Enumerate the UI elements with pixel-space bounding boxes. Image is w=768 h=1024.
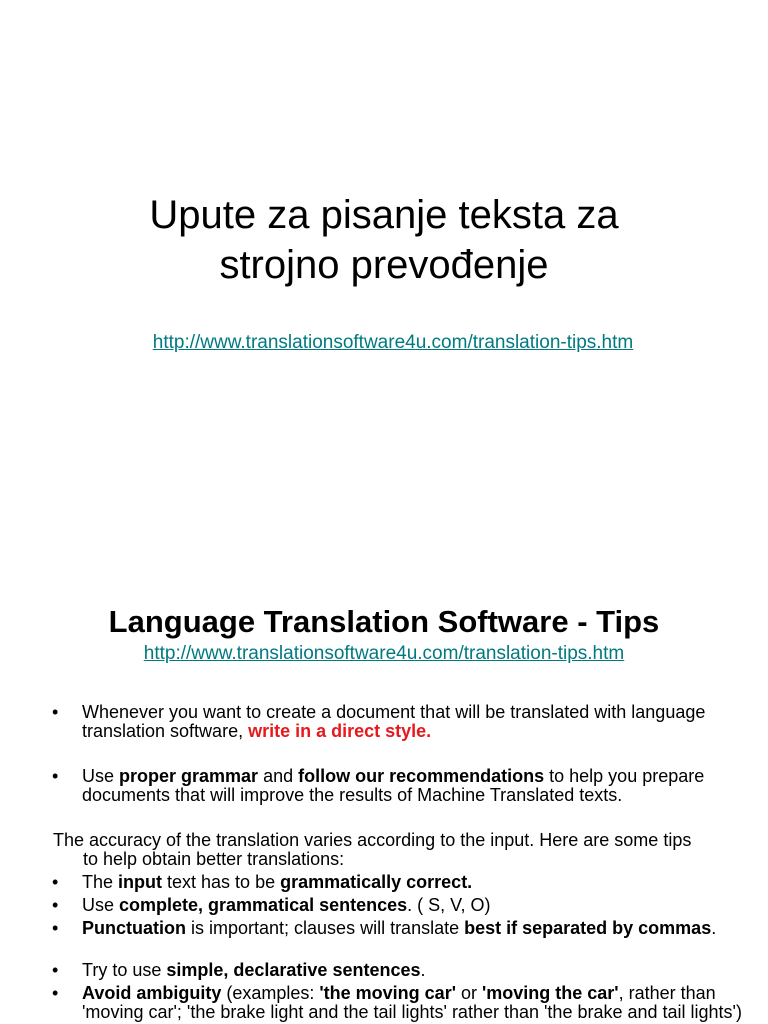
slide1-title-line1: Upute za pisanje teksta za xyxy=(149,193,619,237)
tip-item-sentences xyxy=(52,896,752,915)
tip-bold-part: 'moving the car' xyxy=(482,983,619,1003)
bullet-text xyxy=(82,767,752,805)
bullet-item-grammar xyxy=(52,767,752,805)
bullet-icon: • xyxy=(52,766,59,786)
tip-bold-part: input xyxy=(118,872,163,892)
tip-text xyxy=(82,961,752,980)
tip-text-part: text has to be xyxy=(162,872,281,892)
tip-bold-part: Avoid ambiguity xyxy=(82,983,222,1003)
bullet-text-part: and xyxy=(258,766,299,786)
slide2-url-link[interactable]: http://www.translationsoftware4u.com/translation-tips.htm xyxy=(143,643,625,664)
tip-text-part: . ( S, V, O) xyxy=(407,895,491,915)
bullet-icon: • xyxy=(52,872,59,892)
tip-text-part: . xyxy=(420,960,426,980)
intro-line1: The accuracy of the translation varies according to the input. Here are some tips xyxy=(53,830,692,850)
bullet-bold-part: proper grammar xyxy=(119,766,259,786)
bullet-text-part: Whenever you want to create a document that will be translated with language translation software, xyxy=(82,702,706,741)
bullet-icon: • xyxy=(52,918,59,938)
tip-text xyxy=(82,984,752,1022)
slide1-title-line2: strojno prevođenje xyxy=(219,243,549,287)
tip-bold-part: Punctuation xyxy=(82,918,186,938)
bullet-icon: • xyxy=(52,895,59,915)
tip-item-input xyxy=(52,873,752,892)
bullet-icon: • xyxy=(52,983,59,1003)
slide1-url-container xyxy=(0,332,768,354)
tip-text-part: . xyxy=(711,918,717,938)
tip-item-declarative xyxy=(52,961,752,980)
tip-text-part: is important; clauses will translate xyxy=(186,918,465,938)
bullet-text-part: to help you prepare documents that will improve the results of Machine Translated texts. xyxy=(82,766,705,805)
bullet-item-direct-style xyxy=(52,703,752,741)
tip-text xyxy=(82,873,752,892)
tip-text xyxy=(82,919,752,938)
tip-text-part: (examples: xyxy=(221,983,320,1003)
bullet-text-part: Use xyxy=(82,766,120,786)
slide2-title: Language Translation Software - Tips xyxy=(108,604,660,639)
slide2-url-container xyxy=(0,643,768,665)
tip-text-part: The xyxy=(82,872,119,892)
tip-bold-part: 'the moving car' xyxy=(319,983,456,1003)
tip-bold-part: grammatically correct. xyxy=(280,872,473,892)
intro-line2: to help obtain better translations: xyxy=(83,849,345,869)
tip-text-part: Use xyxy=(82,895,120,915)
tip-item-ambiguity xyxy=(52,984,752,1022)
tip-bold-part: complete, grammatical sentences xyxy=(119,895,408,915)
tip-bold-part: best if separated by commas xyxy=(464,918,712,938)
bullet-highlight-red: write in a direct style. xyxy=(248,721,432,741)
bullet-text xyxy=(82,703,752,741)
tip-text-part: Try to use xyxy=(82,960,167,980)
bullet-bold-part: follow our recommendations xyxy=(298,766,545,786)
tip-item-punctuation xyxy=(52,919,752,938)
bullet-icon: • xyxy=(52,702,59,722)
tip-text-part: or xyxy=(455,983,482,1003)
bullet-icon: • xyxy=(52,960,59,980)
tip-bold-part: simple, declarative sentences xyxy=(166,960,421,980)
tip-text xyxy=(82,896,752,915)
intro-paragraph xyxy=(53,831,753,869)
slide1-url-link[interactable]: http://www.translationsoftware4u.com/translation-tips.htm xyxy=(152,332,634,353)
slide1-title xyxy=(0,190,768,290)
tip-text-part: , rather than 'moving car'; 'the brake light and the tail lights' rather than 'the brake and tail lights') xyxy=(82,983,742,1022)
